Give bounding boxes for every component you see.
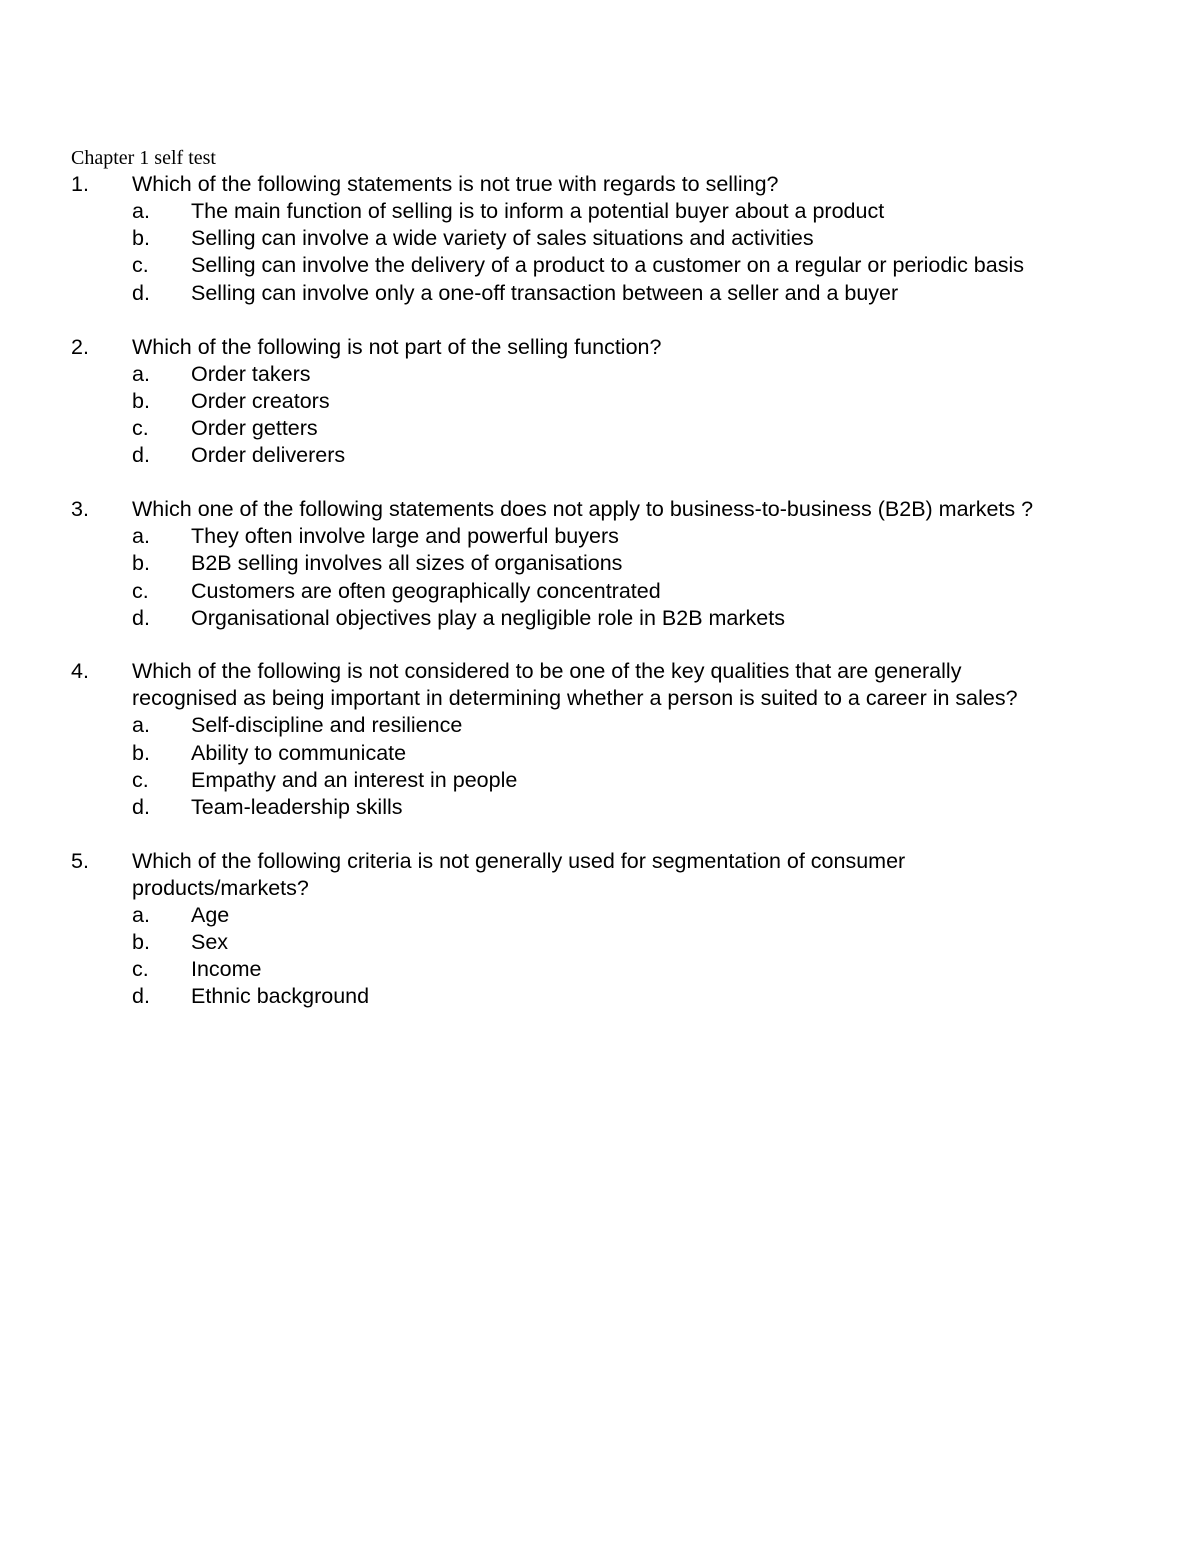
question-number: 4. bbox=[71, 659, 89, 683]
option-letter: c. bbox=[132, 253, 149, 277]
option-letter: c. bbox=[132, 957, 149, 981]
option-letter: d. bbox=[132, 443, 150, 467]
option-text: Sex bbox=[191, 930, 229, 954]
option-text: Order creators bbox=[191, 389, 330, 413]
question-text: recognised as being important in determining whether a person is suited to a career in sales? bbox=[132, 686, 1018, 710]
option-letter: d. bbox=[132, 984, 150, 1008]
option-letter: b. bbox=[132, 226, 150, 250]
option-text: Selling can involve only a one-off transaction between a seller and a buyer bbox=[191, 281, 899, 305]
option-letter: d. bbox=[132, 606, 150, 630]
question-text: Which of the following is not considered to be one of the key qualities that are generally bbox=[132, 659, 962, 683]
option-text: Income bbox=[191, 957, 262, 981]
option-text: Selling can involve the delivery of a product to a customer on a regular or periodic basis bbox=[191, 253, 1024, 277]
option-text: Ethnic background bbox=[191, 984, 370, 1008]
option-letter: c. bbox=[132, 768, 149, 792]
question-text: Which of the following statements is not true with regards to selling? bbox=[132, 172, 779, 196]
question-text: Which of the following criteria is not generally used for segmentation of consumer bbox=[132, 849, 906, 873]
option-text: Ability to communicate bbox=[191, 741, 407, 765]
option-letter: a. bbox=[132, 903, 150, 927]
option-letter: a. bbox=[132, 713, 150, 737]
option-text: Selling can involve a wide variety of sales situations and activities bbox=[191, 226, 814, 250]
option-text: Empathy and an interest in people bbox=[191, 768, 518, 792]
question-text: Which of the following is not part of the selling function? bbox=[132, 335, 662, 359]
option-letter: b. bbox=[132, 389, 150, 413]
option-letter: b. bbox=[132, 930, 150, 954]
option-text: Organisational objectives play a negligible role in B2B markets bbox=[191, 606, 785, 630]
option-letter: a. bbox=[132, 524, 150, 548]
option-text: Age bbox=[191, 903, 230, 927]
option-text: B2B selling involves all sizes of organisations bbox=[191, 551, 623, 575]
question-text: Which one of the following statements does not apply to business-to-business (B2B) markets ? bbox=[132, 497, 1034, 521]
option-text: Order takers bbox=[191, 362, 311, 386]
option-text: Self-discipline and resilience bbox=[191, 713, 463, 737]
document-title: Chapter 1 self test bbox=[71, 147, 216, 169]
option-letter: a. bbox=[132, 199, 150, 223]
question-number: 2. bbox=[71, 335, 89, 359]
option-text: Customers are often geographically concentrated bbox=[191, 579, 661, 603]
option-text: Team-leadership skills bbox=[191, 795, 403, 819]
question-number: 1. bbox=[71, 172, 89, 196]
question-number: 3. bbox=[71, 497, 89, 521]
option-text: The main function of selling is to inform a potential buyer about a product bbox=[191, 199, 885, 223]
option-letter: c. bbox=[132, 579, 149, 603]
option-text: Order getters bbox=[191, 416, 318, 440]
option-letter: d. bbox=[132, 795, 150, 819]
option-letter: d. bbox=[132, 281, 150, 305]
option-letter: b. bbox=[132, 551, 150, 575]
option-letter: b. bbox=[132, 741, 150, 765]
question-number: 5. bbox=[71, 849, 89, 873]
question-text: products/markets? bbox=[132, 876, 309, 900]
option-text: They often involve large and powerful buyers bbox=[191, 524, 619, 548]
option-letter: c. bbox=[132, 416, 149, 440]
option-letter: a. bbox=[132, 362, 150, 386]
option-text: Order deliverers bbox=[191, 443, 346, 467]
